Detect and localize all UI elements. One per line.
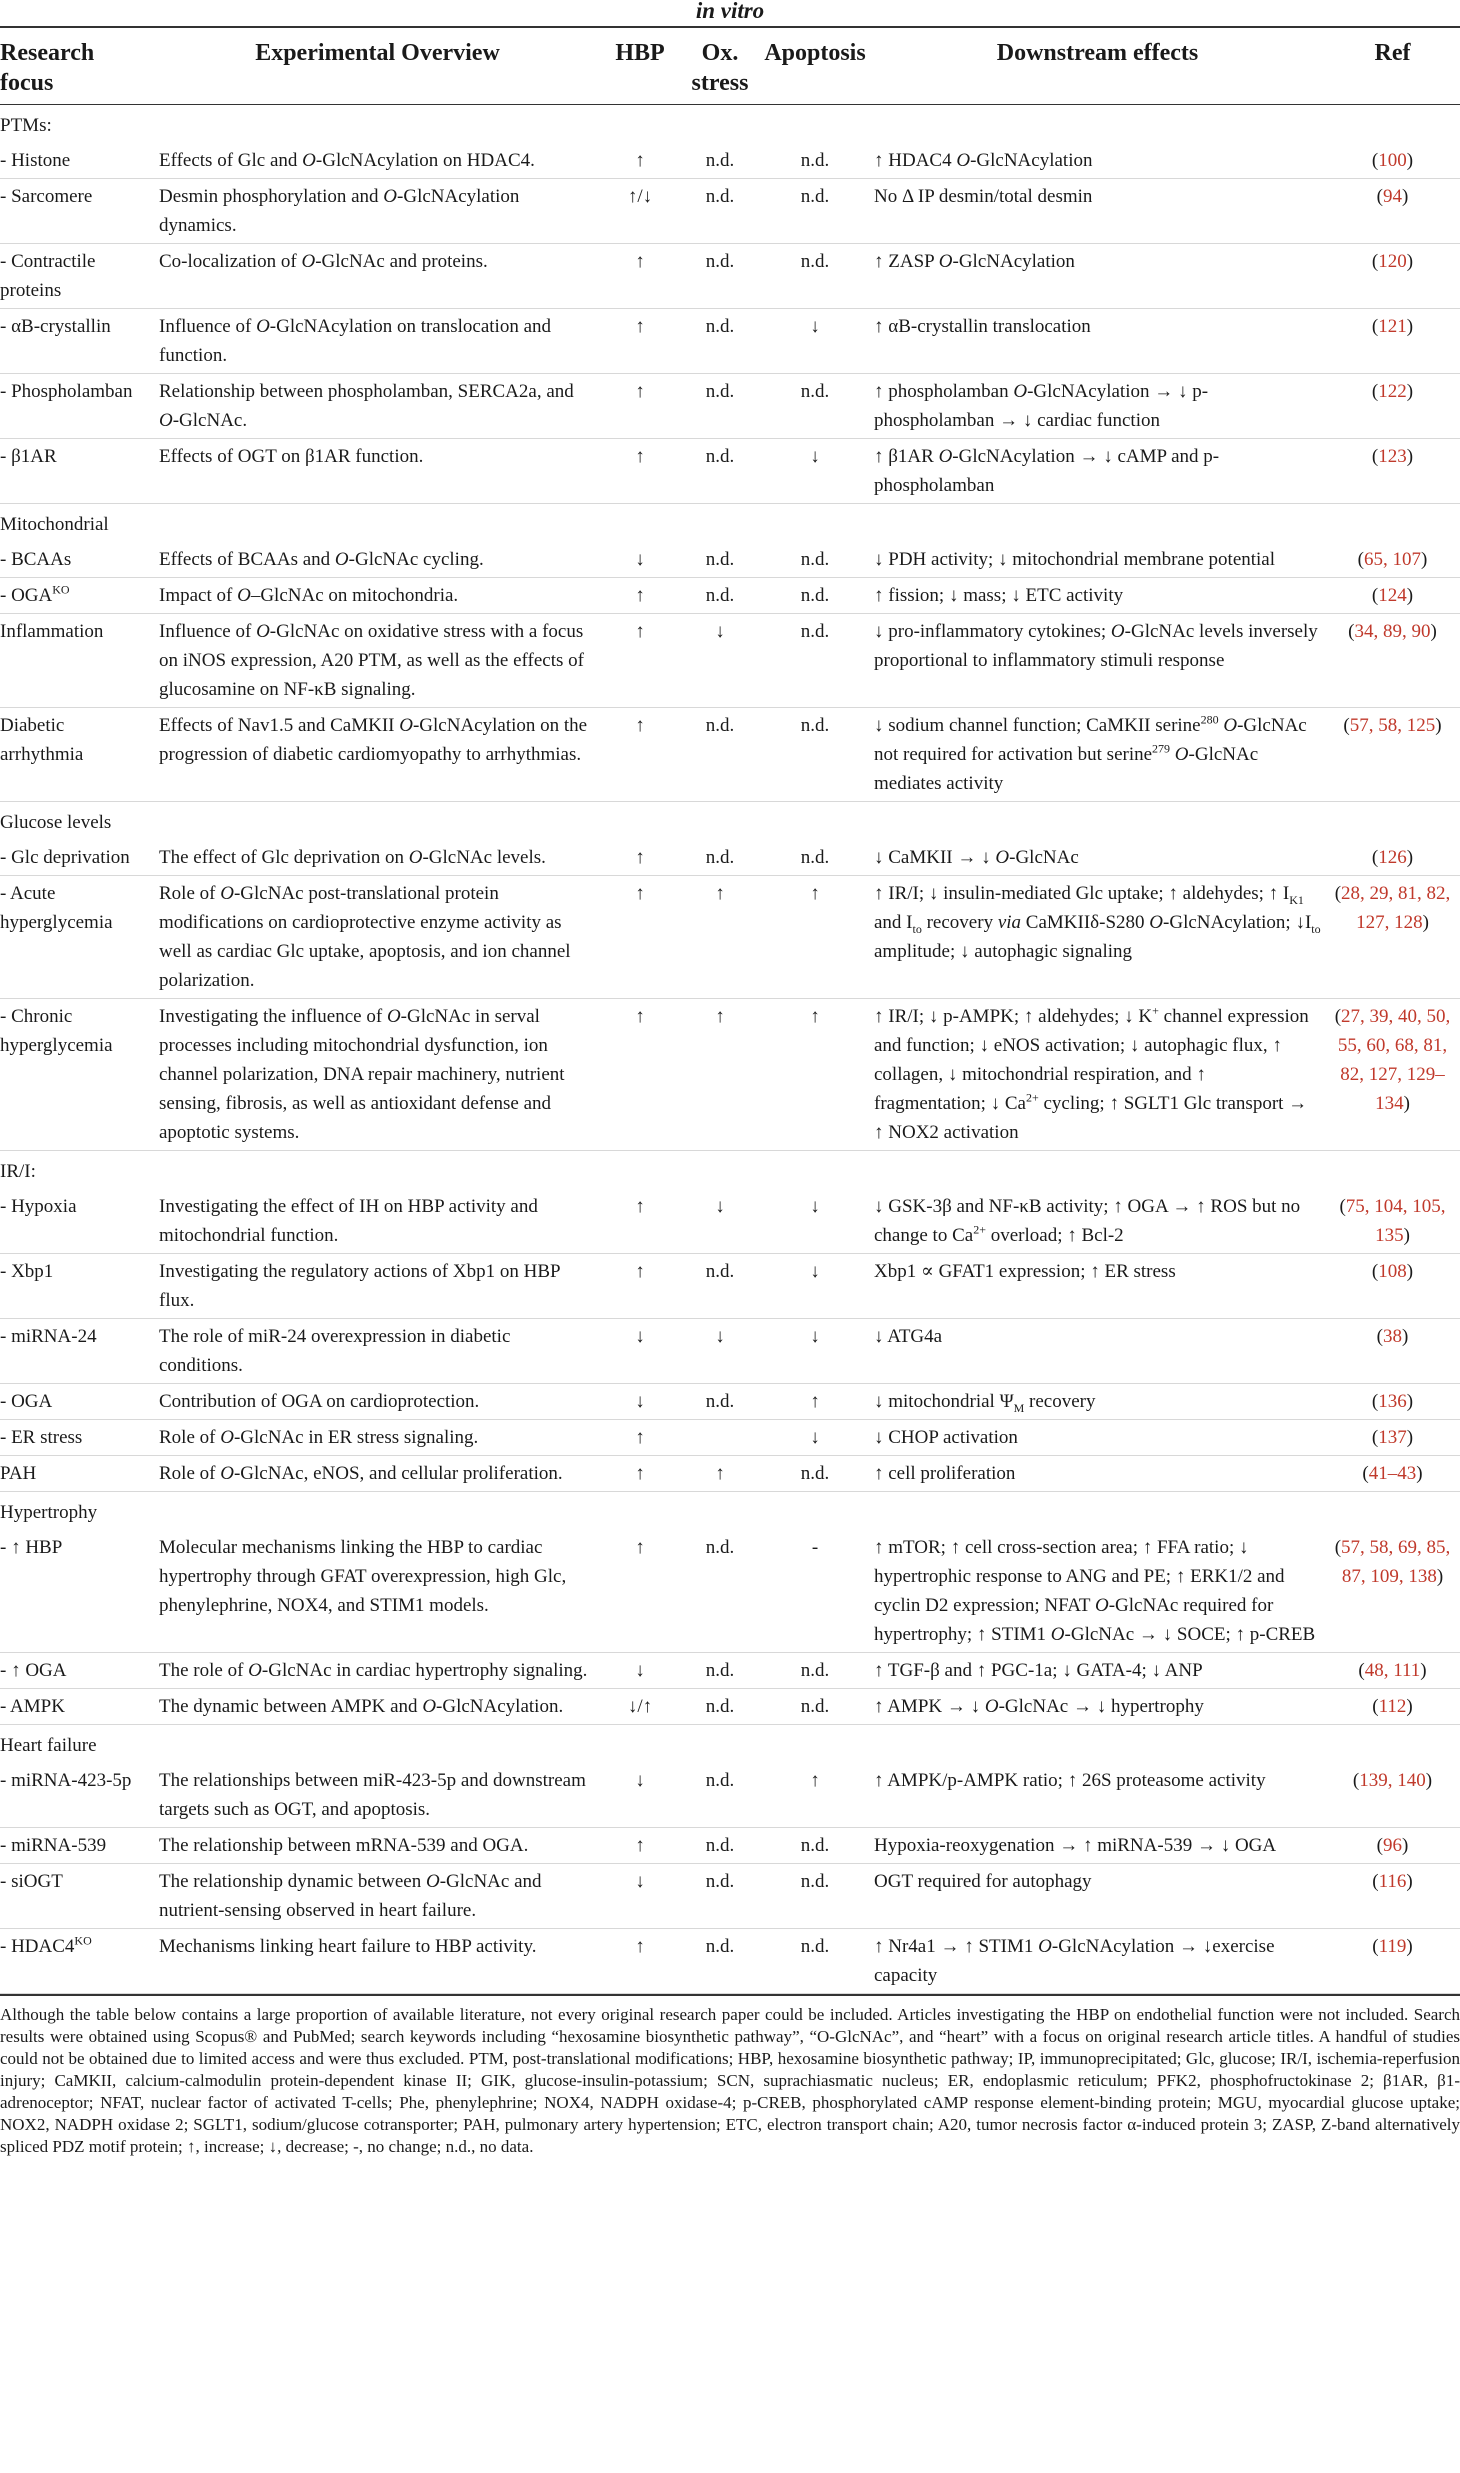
cell-apoptosis: n.d. <box>760 614 870 708</box>
cell-ox-stress: n.d. <box>680 1689 760 1725</box>
cell-research-focus: - Glc deprivation <box>0 840 155 876</box>
cell-research-focus: - miRNA-24 <box>0 1319 155 1384</box>
cell-downstream-effects: ↑ AMPK/p-AMPK ratio; ↑ 26S proteasome activity <box>870 1763 1325 1828</box>
cell-ox-stress: n.d. <box>680 1384 760 1420</box>
table-row <box>0 1689 1460 1725</box>
table-row <box>0 309 1460 374</box>
cell-hbp: ↑ <box>600 244 680 309</box>
cell-research-focus: - $HDAC4^{KO}$ <box>0 1929 155 1994</box>
ref-link[interactable]: 116 <box>1378 1871 1407 1892</box>
cell-research-focus: - AMPK <box>0 1689 155 1725</box>
cell-downstream-effects: ↓ PDH activity; ↓ mitochondrial membrane potential <box>870 542 1325 578</box>
cell-hbp: ↓ <box>600 542 680 578</box>
cell-hbp: ↑ <box>600 1456 680 1492</box>
cell-experimental-overview: Effects of BCAAs and O-GlcNAc cycling. <box>155 542 600 578</box>
cell-ref: (34, 89, 90) <box>1325 614 1460 708</box>
cell-ref: (116) <box>1325 1864 1460 1929</box>
ref-link[interactable]: 27, 39, 40, 50, 55, 60, 68, 81, 82, 127, 129–134 <box>1337 1006 1451 1114</box>
header-ref: Ref <box>1325 28 1460 105</box>
cell-downstream-effects: ↓ mitochondrial $\Psi_M$ recovery <box>870 1384 1325 1420</box>
cell-apoptosis: n.d. <box>760 143 870 179</box>
cell-ox-stress: n.d. <box>680 1653 760 1689</box>
table-caption: in vitro <box>695 0 765 23</box>
header-experimental-overview: Experimental Overview <box>155 28 600 105</box>
cell-ox-stress: n.d. <box>680 374 760 439</box>
table-row <box>0 1420 1460 1456</box>
table-row <box>0 439 1460 504</box>
cell-experimental-overview: Investigating the regulatory actions of Xbp1 on HBP flux. <box>155 1254 600 1319</box>
cell-ox-stress: ↓ <box>680 614 760 708</box>
cell-apoptosis: n.d. <box>760 708 870 802</box>
table-row <box>0 374 1460 439</box>
cell-experimental-overview: Investigating the effect of IH on HBP activity and mitochondrial function. <box>155 1189 600 1254</box>
cell-apoptosis: n.d. <box>760 244 870 309</box>
ref-link[interactable]: 124 <box>1378 585 1407 606</box>
table-row <box>0 876 1460 999</box>
section-row <box>0 802 1460 841</box>
cell-research-focus: - Histone <box>0 143 155 179</box>
ref-link[interactable]: 139, 140 <box>1359 1770 1426 1791</box>
cell-research-focus: - OGA <box>0 1384 155 1420</box>
cell-hbp: ↑ <box>600 1530 680 1653</box>
cell-downstream-effects: ↑ IR/I; ↓ insulin-mediated Glc uptake; ↑ aldehydes; ↑ $I_{K1}$ and $I_{to}$ recovery via CaMKIIδ-S280 O-GlcNAcylation; $↓I_{to}$ amplitude; ↓ autophagic signaling <box>870 876 1325 999</box>
cell-ref: (28, 29, 81, 82, 127, 128) <box>1325 876 1460 999</box>
cell-ref: (48, 111) <box>1325 1653 1460 1689</box>
ref-link[interactable]: 123 <box>1378 446 1407 467</box>
cell-ox-stress: n.d. <box>680 1828 760 1864</box>
ref-link[interactable]: 120 <box>1378 251 1407 272</box>
cell-research-focus: - Contractile proteins <box>0 244 155 309</box>
cell-downstream-effects: ↑ phospholamban O-GlcNAcylation → ↓ p-phospholamban → ↓ cardiac function <box>870 374 1325 439</box>
cell-experimental-overview: The relationship dynamic between O-GlcNAc and nutrient-sensing observed in heart failure. <box>155 1864 600 1929</box>
cell-experimental-overview: The role of O-GlcNAc in cardiac hypertrophy signaling. <box>155 1653 600 1689</box>
cell-hbp: ↑ <box>600 1254 680 1319</box>
cell-experimental-overview: Desmin phosphorylation and O-GlcNAcylation dynamics. <box>155 179 600 244</box>
cell-downstream-effects: ↑ Nr4a1 → ↑ STIM1 O-GlcNAcylation → ↓exercise capacity <box>870 1929 1325 1994</box>
cell-ox-stress: n.d. <box>680 143 760 179</box>
table-row <box>0 1384 1460 1420</box>
cell-experimental-overview: Investigating the influence of O-GlcNAc in serval processes including mitochondrial dysfunction, ion channel polarization, DNA repair machinery, nutrient sensing, fibrosis, as well as antioxidant defense and apoptotic systems. <box>155 999 600 1151</box>
table-row <box>0 1319 1460 1384</box>
table-body <box>0 105 1460 1994</box>
cell-hbp: ↓/↑ <box>600 1689 680 1725</box>
cell-apoptosis: n.d. <box>760 578 870 614</box>
cell-ref: (108) <box>1325 1254 1460 1319</box>
cell-experimental-overview: Effects of OGT on β1AR function. <box>155 439 600 504</box>
table-header-row <box>0 28 1460 105</box>
cell-ox-stress: n.d. <box>680 179 760 244</box>
table-row <box>0 840 1460 876</box>
cell-ox-stress: ↓ <box>680 1189 760 1254</box>
cell-hbp: ↑ <box>600 439 680 504</box>
ref-link[interactable]: 41–43 <box>1368 1463 1417 1484</box>
cell-downstream-effects: Hypoxia-reoxygenation → ↑ miRNA-539 → ↓ OGA <box>870 1828 1325 1864</box>
cell-hbp: ↑ <box>600 840 680 876</box>
cell-hbp: ↓ <box>600 1319 680 1384</box>
cell-experimental-overview: Contribution of OGA on cardioprotection. <box>155 1384 600 1420</box>
cell-hbp: ↑ <box>600 614 680 708</box>
cell-ox-stress: n.d. <box>680 439 760 504</box>
ref-link[interactable]: 57, 58, 69, 85, 87, 109, 138 <box>1341 1537 1451 1587</box>
cell-research-focus: Diabetic arrhythmia <box>0 708 155 802</box>
ref-link[interactable]: 137 <box>1378 1427 1407 1448</box>
cell-ref: (121) <box>1325 309 1460 374</box>
cell-experimental-overview: The effect of Glc deprivation on O-GlcNAc levels. <box>155 840 600 876</box>
section-label: Glucose levels <box>0 812 112 833</box>
cell-ox-stress: n.d. <box>680 1763 760 1828</box>
ref-link[interactable]: 57, 58, 125 <box>1349 715 1436 736</box>
cell-ref: (137) <box>1325 1420 1460 1456</box>
cell-research-focus: - Phospholamban <box>0 374 155 439</box>
cell-research-focus: - miRNA-539 <box>0 1828 155 1864</box>
table-row <box>0 578 1460 614</box>
cell-apoptosis: ↓ <box>760 1420 870 1456</box>
cell-apoptosis: ↑ <box>760 1384 870 1420</box>
cell-experimental-overview: The dynamic between AMPK and O-GlcNAcylation. <box>155 1689 600 1725</box>
ref-link[interactable]: 112 <box>1378 1696 1407 1717</box>
section-row <box>0 504 1460 543</box>
table-row <box>0 1864 1460 1929</box>
ref-link[interactable]: 65, 107 <box>1364 549 1421 570</box>
table-row <box>0 143 1460 179</box>
cell-research-focus: - Acute hyperglycemia <box>0 876 155 999</box>
cell-ox-stress: n.d. <box>680 1864 760 1929</box>
cell-ref: (119) <box>1325 1929 1460 1994</box>
header-research-focus: Research focus <box>0 28 155 105</box>
cell-downstream-effects: ↓ GSK-3β and NF-κB activity; ↑ OGA → ↑ ROS but no change to $Ca^{2+}$ overload; ↑ Bcl-2 <box>870 1189 1325 1254</box>
cell-ref: (65, 107) <box>1325 542 1460 578</box>
cell-hbp: ↑/↓ <box>600 179 680 244</box>
header-ox-stress: Ox. stress <box>680 28 760 105</box>
cell-ox-stress: n.d. <box>680 578 760 614</box>
table-row <box>0 614 1460 708</box>
cell-ref: (57, 58, 125) <box>1325 708 1460 802</box>
cell-ox-stress: n.d. <box>680 542 760 578</box>
cell-experimental-overview: Impact of O–GlcNAc on mitochondria. <box>155 578 600 614</box>
table-row <box>0 999 1460 1151</box>
section-row <box>0 1492 1460 1531</box>
cell-apoptosis: - <box>760 1530 870 1653</box>
ref-link[interactable]: 122 <box>1378 381 1407 402</box>
cell-apoptosis: ↓ <box>760 1319 870 1384</box>
cell-ref: (27, 39, 40, 50, 55, 60, 68, 81, 82, 127, 129–134) <box>1325 999 1460 1151</box>
cell-hbp: ↑ <box>600 1929 680 1994</box>
ref-link[interactable]: 75, 104, 105, 135 <box>1345 1196 1446 1246</box>
ref-link[interactable]: 121 <box>1378 316 1407 337</box>
cell-experimental-overview: Relationship between phospholamban, SERCA2a, and O-GlcNAc. <box>155 374 600 439</box>
ref-link[interactable]: 119 <box>1378 1936 1407 1957</box>
cell-research-focus: - ↑ OGA <box>0 1653 155 1689</box>
cell-ref: (122) <box>1325 374 1460 439</box>
cell-experimental-overview: Role of O-GlcNAc, eNOS, and cellular proliferation. <box>155 1456 600 1492</box>
cell-experimental-overview: Role of O-GlcNAc post-translational protein modifications on cardioprotective enzyme activity as well as cardiac Glc uptake, apoptosis, and ion channel polarization. <box>155 876 600 999</box>
cell-ref: (75, 104, 105, 135) <box>1325 1189 1460 1254</box>
cell-downstream-effects: ↑ mTOR; ↑ cell cross-section area; ↑ FFA ratio; ↓ hypertrophic response to ANG and PE; ↑ ERK1/2 and cyclin D2 expression; NFAT O-GlcNAc required for hypertrophy; ↑ STIM1 O-GlcNAc → ↓ SOCE; ↑ p-CREB <box>870 1530 1325 1653</box>
cell-experimental-overview: Influence of O-GlcNAc on oxidative stress with a focus on iNOS expression, A20 PTM, as well as the effects of glucosamine on NF-κB signaling. <box>155 614 600 708</box>
cell-apoptosis: ↓ <box>760 439 870 504</box>
section-label: IR/I: <box>0 1161 36 1182</box>
cell-apoptosis: n.d. <box>760 374 870 439</box>
cell-ref: (57, 58, 69, 85, 87, 109, 138) <box>1325 1530 1460 1653</box>
cell-research-focus: - $OGA^{KO}$ <box>0 578 155 614</box>
cell-hbp: ↑ <box>600 578 680 614</box>
cell-hbp: ↑ <box>600 309 680 374</box>
table-footnote: Although the table below contains a large proportion of available literature, not every original research paper could be included. Articles investigating the HBP on endothelial function were not included. Search results were obtained using Scopus® and PubMed; search keywords including “hexosamine biosynthetic pathway”, “O-GlcNAc”, and “heart” with a focus on original research article titles. A handful of studies could not be obtained due to limited access and were thus excluded. PTM, post-translational modifications; HBP, hexosamine biosynthetic pathway; IP, immunoprecipitated; Glc, glucose; IR/I, ischemia-reperfusion injury; CaMKII, calcium-calmodulin protein-dependent kinase II; GIK, glucose-insulin-potassium; SCN, suprachiasmatic nucleus; ER, endoplasmic reticulum; PFK2, phosphofructokinase 2; β1AR, β1-adrenoceptor; NFAT, nuclear factor of activated T-cells; Phe, phenylephrine; NOX4, NADPH oxidase-4; p-CREB, phosphorylated cAMP response element-binding protein; MGU, myocardial glucose uptake; NOX2, NADPH oxidase 2; SGLT1, sodium/glucose cotransporter; PAH, pulmonary artery hypertension; ETC, electron transport chain; A20, tumor necrosis factor α-induced protein 3; ZASP, Z-band alternatively spliced PDZ motif protein; ↑, increase; ↓, decrease; -, no change; n.d., no data. <box>0 2004 1460 2156</box>
cell-experimental-overview: The role of miR-24 overexpression in diabetic conditions. <box>155 1319 600 1384</box>
cell-experimental-overview: The relationship between mRNA-539 and OGA. <box>155 1828 600 1864</box>
cell-experimental-overview: Influence of O-GlcNAcylation on translocation and function. <box>155 309 600 374</box>
ref-link[interactable]: 94 <box>1383 186 1402 207</box>
table-row <box>0 1530 1460 1653</box>
cell-apoptosis: ↓ <box>760 1189 870 1254</box>
cell-apoptosis: ↑ <box>760 1763 870 1828</box>
table-row <box>0 1828 1460 1864</box>
cell-ox-stress: n.d. <box>680 1254 760 1319</box>
cell-ref: (120) <box>1325 244 1460 309</box>
research-table <box>0 28 1460 1994</box>
cell-ref: (112) <box>1325 1689 1460 1725</box>
cell-downstream-effects: ↓ CHOP activation <box>870 1420 1325 1456</box>
section-row <box>0 1725 1460 1764</box>
cell-ref: (123) <box>1325 439 1460 504</box>
cell-apoptosis: ↓ <box>760 309 870 374</box>
cell-hbp: ↑ <box>600 1420 680 1456</box>
table-row <box>0 708 1460 802</box>
cell-ox-stress: n.d. <box>680 1929 760 1994</box>
cell-downstream-effects: Xbp1 ∝ GFAT1 expression; ↑ ER stress <box>870 1254 1325 1319</box>
cell-downstream-effects: ↓ pro-inflammatory cytokines; O-GlcNAc levels inversely proportional to inflammatory stimuli response <box>870 614 1325 708</box>
cell-experimental-overview: Effects of Nav1.5 and CaMKII O-GlcNAcylation on the progression of diabetic cardiomyopathy to arrhythmias. <box>155 708 600 802</box>
cell-hbp: ↑ <box>600 999 680 1151</box>
ref-link[interactable]: 34, 89, 90 <box>1354 621 1431 642</box>
ref-link[interactable]: 136 <box>1378 1391 1407 1412</box>
cell-research-focus: - siOGT <box>0 1864 155 1929</box>
cell-ref: (126) <box>1325 840 1460 876</box>
cell-ox-stress: ↑ <box>680 1456 760 1492</box>
ref-link[interactable]: 48, 111 <box>1364 1660 1421 1681</box>
cell-hbp: ↑ <box>600 143 680 179</box>
cell-apoptosis: n.d. <box>760 179 870 244</box>
table-row <box>0 1189 1460 1254</box>
cell-experimental-overview: Molecular mechanisms linking the HBP to cardiac hypertrophy through GFAT overexpression, high Glc, phenylephrine, NOX4, and STIM1 models. <box>155 1530 600 1653</box>
cell-ox-stress: ↑ <box>680 876 760 999</box>
cell-ref: (38) <box>1325 1319 1460 1384</box>
table-row <box>0 1456 1460 1492</box>
cell-ref: (94) <box>1325 179 1460 244</box>
cell-ref: (139, 140) <box>1325 1763 1460 1828</box>
cell-apoptosis: n.d. <box>760 1689 870 1725</box>
ref-link[interactable]: 38 <box>1383 1326 1402 1347</box>
table-row <box>0 1254 1460 1319</box>
ref-link[interactable]: 100 <box>1378 150 1407 171</box>
cell-research-focus: - ER stress <box>0 1420 155 1456</box>
cell-hbp: ↓ <box>600 1864 680 1929</box>
cell-ox-stress: n.d. <box>680 1530 760 1653</box>
ref-link[interactable]: 96 <box>1383 1835 1402 1856</box>
header-apoptosis: Apoptosis <box>760 28 870 105</box>
cell-ox-stress: n.d. <box>680 244 760 309</box>
cell-ox-stress <box>680 1420 760 1456</box>
cell-experimental-overview: Effects of Glc and O-GlcNAcylation on HDAC4. <box>155 143 600 179</box>
cell-research-focus: PAH <box>0 1456 155 1492</box>
section-row <box>0 1151 1460 1190</box>
cell-research-focus: - Sarcomere <box>0 179 155 244</box>
cell-apoptosis: n.d. <box>760 1828 870 1864</box>
section-label: Hypertrophy <box>0 1502 98 1523</box>
cell-apoptosis: n.d. <box>760 1929 870 1994</box>
cell-hbp: ↓ <box>600 1763 680 1828</box>
ref-link[interactable]: 126 <box>1378 847 1407 868</box>
cell-downstream-effects: ↑ IR/I; ↓ p-AMPK; ↑ aldehydes; ↓ K+ channel expression and function; ↓ eNOS activation; ↓ autophagic flux, ↑ collagen, ↓ mitochondrial respiration, and ↑ fragmentation; ↓ $Ca^{2+}$ cycling; ↑ SGLT1 Glc transport → ↑ NOX2 activation <box>870 999 1325 1151</box>
cell-ref: (41–43) <box>1325 1456 1460 1492</box>
cell-apoptosis: n.d. <box>760 1864 870 1929</box>
table-row <box>0 542 1460 578</box>
table-row <box>0 179 1460 244</box>
cell-hbp: ↑ <box>600 1828 680 1864</box>
cell-downstream-effects: ↑ TGF-β and ↑ PGC-1a; ↓ GATA-4; ↓ ANP <box>870 1653 1325 1689</box>
cell-apoptosis: ↓ <box>760 1254 870 1319</box>
cell-downstream-effects: ↑ fission; ↓ mass; ↓ ETC activity <box>870 578 1325 614</box>
cell-hbp: ↑ <box>600 876 680 999</box>
cell-research-focus: - BCAAs <box>0 542 155 578</box>
cell-ref: (124) <box>1325 578 1460 614</box>
cell-experimental-overview: Role of O-GlcNAc in ER stress signaling. <box>155 1420 600 1456</box>
cell-research-focus: - miRNA-423-5p <box>0 1763 155 1828</box>
cell-ref: (136) <box>1325 1384 1460 1420</box>
section-row <box>0 105 1460 144</box>
ref-link[interactable]: 108 <box>1378 1261 1407 1282</box>
table-row <box>0 1763 1460 1828</box>
cell-research-focus: - Hypoxia <box>0 1189 155 1254</box>
cell-apoptosis: ↑ <box>760 876 870 999</box>
ref-link[interactable]: 28, 29, 81, 82, 127, 128 <box>1341 883 1451 933</box>
cell-hbp: ↓ <box>600 1653 680 1689</box>
cell-apoptosis: n.d. <box>760 542 870 578</box>
cell-research-focus: Inflammation <box>0 614 155 708</box>
cell-downstream-effects: ↑ cell proliferation <box>870 1456 1325 1492</box>
cell-hbp: ↑ <box>600 374 680 439</box>
cell-ox-stress: ↑ <box>680 999 760 1151</box>
cell-downstream-effects: ↓ sodium channel function; CaMKII serine$^{280}$ O-GlcNAc not required for activation but serine$^{279}$ O-GlcNAc mediates activity <box>870 708 1325 802</box>
cell-downstream-effects: ↑ HDAC4 O-GlcNAcylation <box>870 143 1325 179</box>
cell-research-focus: - ↑ HBP <box>0 1530 155 1653</box>
table-row <box>0 1653 1460 1689</box>
cell-research-focus: - Xbp1 <box>0 1254 155 1319</box>
cell-experimental-overview: Co-localization of O-GlcNAc and proteins. <box>155 244 600 309</box>
cell-experimental-overview: Mechanisms linking heart failure to HBP activity. <box>155 1929 600 1994</box>
cell-apoptosis: ↑ <box>760 999 870 1151</box>
section-label: Mitochondrial <box>0 514 109 535</box>
cell-research-focus: - β1AR <box>0 439 155 504</box>
cell-ox-stress: n.d. <box>680 309 760 374</box>
table-row <box>0 244 1460 309</box>
cell-apoptosis: n.d. <box>760 1653 870 1689</box>
section-label: Heart failure <box>0 1735 97 1756</box>
table-row <box>0 1929 1460 1994</box>
cell-research-focus: - Chronic hyperglycemia <box>0 999 155 1151</box>
cell-downstream-effects: ↓ ATG4a <box>870 1319 1325 1384</box>
cell-downstream-effects: ↑ AMPK → ↓ O-GlcNAc → ↓ hypertrophy <box>870 1689 1325 1725</box>
cell-downstream-effects: No Δ IP desmin/total desmin <box>870 179 1325 244</box>
section-label: PTMs: <box>0 115 52 136</box>
cell-hbp: ↓ <box>600 1384 680 1420</box>
cell-experimental-overview: The relationships between miR-423-5p and downstream targets such as OGT, and apoptosis. <box>155 1763 600 1828</box>
cell-hbp: ↑ <box>600 1189 680 1254</box>
cell-ox-stress: n.d. <box>680 708 760 802</box>
header-downstream-effects: Downstream effects <box>870 28 1325 105</box>
header-hbp: HBP <box>600 28 680 105</box>
cell-downstream-effects: OGT required for autophagy <box>870 1864 1325 1929</box>
cell-downstream-effects: ↑ β1AR O-GlcNAcylation → ↓ cAMP and p-phospholamban <box>870 439 1325 504</box>
cell-ref: (96) <box>1325 1828 1460 1864</box>
cell-ref: (100) <box>1325 143 1460 179</box>
cell-ox-stress: n.d. <box>680 840 760 876</box>
cell-apoptosis: n.d. <box>760 840 870 876</box>
cell-hbp: ↑ <box>600 708 680 802</box>
cell-ox-stress: ↓ <box>680 1319 760 1384</box>
cell-downstream-effects: ↑ αB-crystallin translocation <box>870 309 1325 374</box>
cell-apoptosis: n.d. <box>760 1456 870 1492</box>
cell-research-focus: - αB-crystallin <box>0 309 155 374</box>
cell-downstream-effects: ↑ ZASP O-GlcNAcylation <box>870 244 1325 309</box>
cell-downstream-effects: ↓ CaMKII → ↓ O-GlcNAc <box>870 840 1325 876</box>
